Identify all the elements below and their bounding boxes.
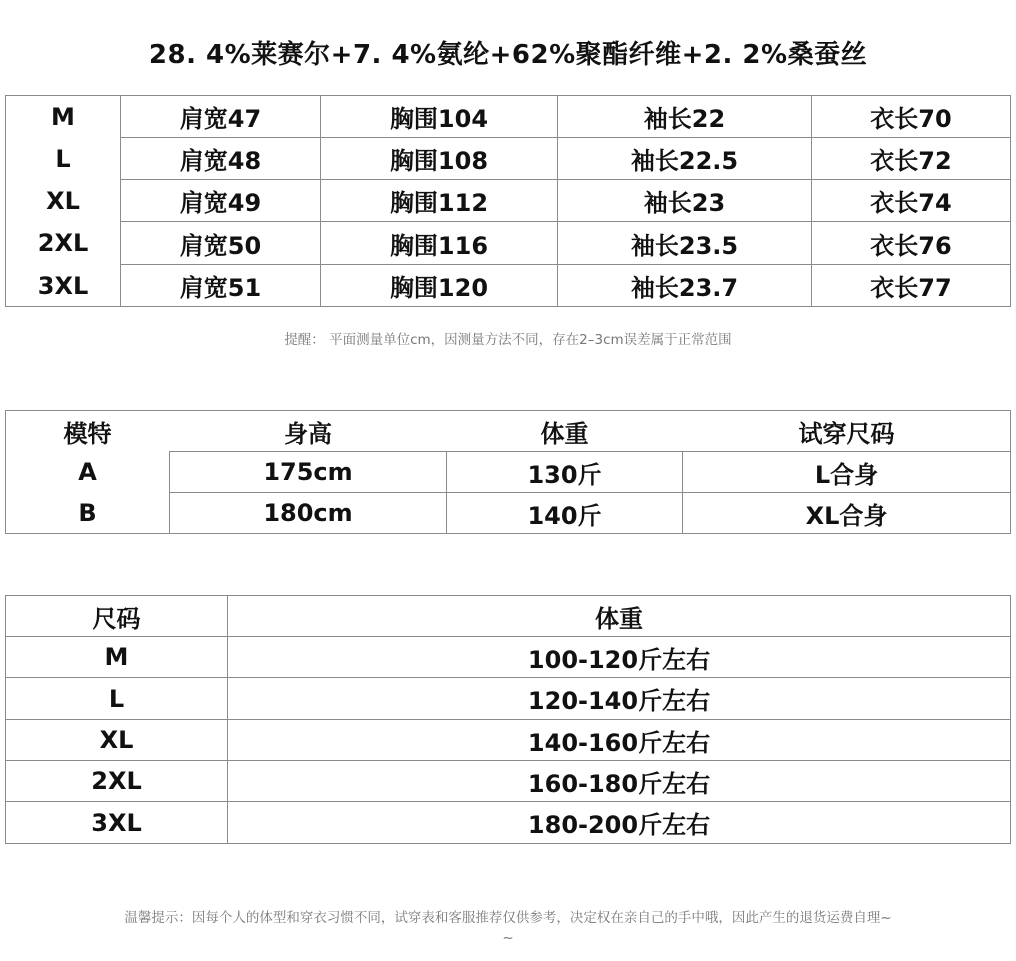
weight-range-cell: 160-180斤左右 [527,769,711,798]
size-cell: M [104,643,129,671]
chest-cell: 胸围104 [389,105,489,133]
shoulder-cell: 肩宽51 [179,274,262,302]
length-cell: 衣长76 [870,231,952,260]
header-weight: 体重 [540,419,589,448]
model-cell: B [78,499,97,527]
shoulder-cell: 肩宽48 [179,147,262,175]
page-title: 28. 4%莱赛尔+7. 4%氨纶+62%聚酯纤维+2. 2%桑蚕丝 [148,40,868,70]
sleeve-cell: 袖长22 [643,105,726,133]
chest-cell: 胸围108 [389,147,489,175]
shoulder-cell: 肩宽49 [179,189,262,217]
sleeve-cell: 袖长23.7 [630,274,739,302]
header-weight: 体重 [595,604,643,633]
chest-cell: 胸围116 [389,231,489,260]
sleeve-cell: 袖长23.5 [630,231,739,260]
size-cell: 2XL [91,767,142,795]
length-cell: 衣长70 [870,105,952,133]
weight-range-cell: 180-200斤左右 [527,811,711,839]
footer-tilde: ~ [502,930,514,946]
shoulder-cell: 肩宽50 [179,231,262,260]
sleeve-cell: 袖长22.5 [630,147,739,175]
header-model: 模特 [63,419,112,448]
length-cell: 衣长74 [870,189,952,217]
weight-cell: 130斤 [527,460,602,489]
size-cell: 3XL [37,271,89,300]
weight-range-cell: 100-120斤左右 [527,645,711,674]
length-cell: 衣长77 [870,274,952,302]
height-cell: 180cm [263,499,353,527]
size-cell: M [51,102,75,131]
shoulder-cell: 肩宽47 [179,105,262,133]
size-cell: XL [46,186,80,215]
header-fit-size: 试穿尺码 [798,419,895,448]
measure-note: 提醒： 平面测量单位cm，因测量方法不同，存在2–3cm误差属于正常范围 [284,332,732,348]
weight-cell: 140斤 [527,501,602,530]
chest-cell: 胸围112 [389,189,489,217]
size-cell: L [55,144,71,173]
footer-note: 温馨提示：因每个人的体型和穿衣习惯不同，试穿表和客服推荐仅供参考，决定权在亲自己的手中哦，因此产生的退货运费自理~ [124,910,892,926]
fit-cell: XL合身 [805,501,888,530]
size-cell: L [108,684,125,713]
weight-range-cell: 120-140斤左右 [527,687,711,715]
height-cell: 175cm [263,458,353,486]
fit-cell: L合身 [814,460,879,489]
header-height: 身高 [284,419,332,448]
chest-cell: 胸围120 [389,274,489,302]
size-cell: 2XL [37,229,89,257]
weight-range-cell: 140-160斤左右 [527,728,711,757]
size-cell: XL [99,726,134,754]
size-cell: 3XL [91,808,142,837]
model-cell: A [78,458,97,486]
sleeve-cell: 袖长23 [643,189,726,217]
header-size: 尺码 [92,604,141,633]
length-cell: 衣长72 [870,147,952,175]
